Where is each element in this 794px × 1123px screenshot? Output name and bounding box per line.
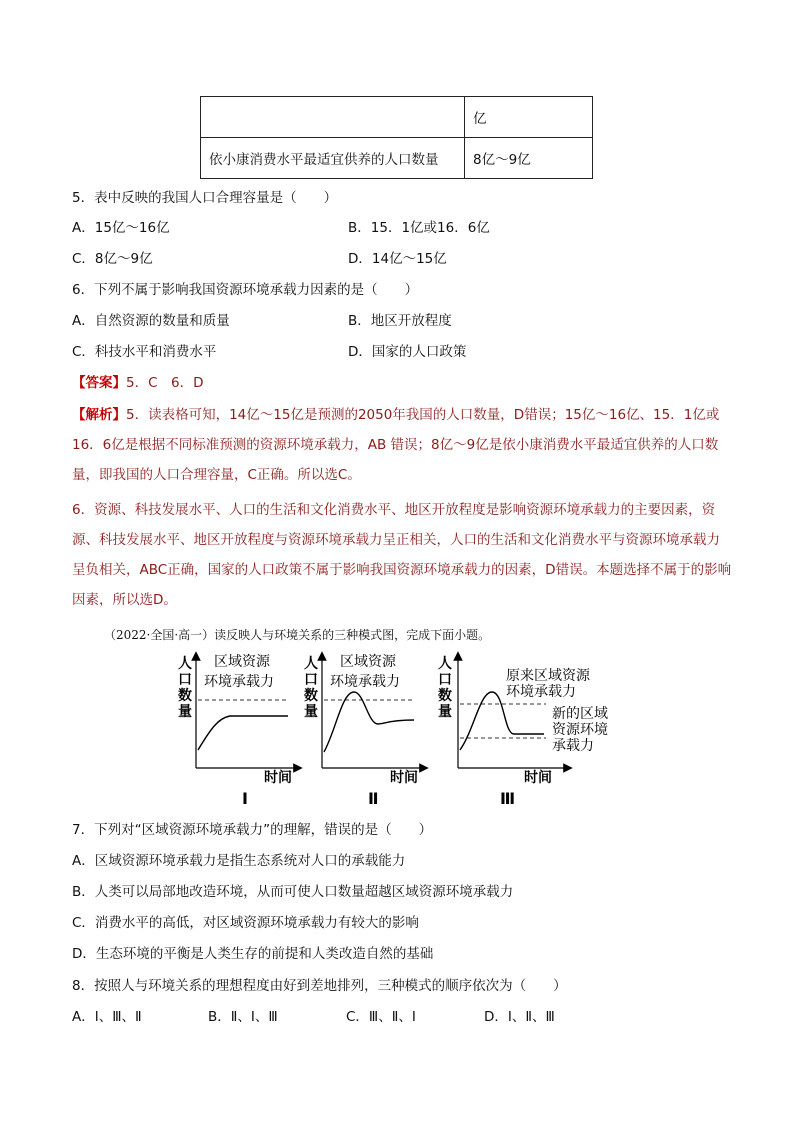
panel1-roman: Ⅰ [242,789,248,808]
table-row [201,97,593,138]
q6-option-d: D．国家的人口政策 [348,344,467,360]
panel1-ylabel: 人口数量 [178,656,192,720]
panel3-label2: 环境承载力 [506,684,576,700]
panel2-label2: 环境承载力 [330,674,400,690]
q6-option-a: A．自然资源的数量和质量 [72,313,230,329]
panel3-ylabel: 人口数量 [438,656,452,720]
q7-stem: 7．下列对“区域资源环境承载力”的理解，错误的是（ ） [72,822,433,838]
panel2-ylabel: 人口数量 [304,656,318,720]
q5-stem: 5．表中反映的我国人口合理容量是（ ） [72,190,338,206]
q6-stem: 6．下列不属于影响我国资源环境承载力因素的是（ ） [72,282,419,298]
population-environment-figure [170,650,630,810]
panel1-xlabel: 时间 [264,770,292,786]
q6-option-b: B．地区开放程度 [348,313,452,329]
analysis-q5 [72,400,732,490]
table-row [201,138,593,179]
q7-option-d: D．生态环境的平衡是人类生存的前提和人类改造自然的基础 [72,946,434,962]
answer-text: 5．C 6．D [126,375,204,391]
q8-option-a: A．Ⅰ、Ⅲ、Ⅱ [72,1009,142,1025]
q8-option-c: C．Ⅲ、Ⅱ、Ⅰ [346,1009,416,1025]
panel-2 [304,654,424,808]
figure-intro: （2022·全国·高一）读反映人与环境关系的三种模式图，完成下面小题。 [104,628,491,642]
q6-option-c: C．科技水平和消费水平 [72,344,217,360]
panel3-roman: Ⅲ [500,789,516,808]
panel3-label1: 原来区域资源 [506,668,590,684]
analysis-tag: 【解析】 [72,407,126,423]
panel2-xlabel: 时间 [390,770,418,786]
panel2-roman: Ⅱ [368,789,379,808]
panel1-label2: 环境承载力 [204,674,274,690]
q5-option-c: C．8亿～9亿 [72,251,153,267]
q7-option-b: B．人类可以局部地改造环境，从而可使人口数量超越区域资源环境承载力 [72,884,514,900]
panel3-xlabel: 时间 [524,770,552,786]
q8-option-d: D．Ⅰ、Ⅱ、Ⅲ [484,1009,555,1025]
q5-option-d: D．14亿～15亿 [348,251,447,267]
q7-option-a: A．区域资源环境承载力是指生态系统对人口的承载能力 [72,853,406,869]
q5-option-a: A．15亿～16亿 [72,220,170,236]
table-cell-value: 亿 [465,97,593,138]
answer-tag: 【答案】 [72,375,126,391]
panel2-label1: 区域资源 [340,654,396,670]
panel3-new1: 新的区域 [552,706,608,722]
analysis-q5-text: 5．读表格可知，14亿～15亿是预测的2050年我国的人口数量，D错误；15亿～16亿、15．1亿或16．6亿是根据不同标准预测的资源环境承载力，AB 错误；8亿～9亿是依小康消费水平最适宜供养的人口数量，即我国的人口合理容量，C正确。所以选C。 [72,407,720,483]
q5-option-b: B．15．1亿或16．6亿 [348,220,490,236]
table-cell-value: 8亿～9亿 [465,138,593,179]
population-table [200,96,593,179]
panel1-label1: 区域资源 [214,654,270,670]
q8-option-b: B．Ⅱ、Ⅰ、Ⅲ [208,1009,278,1025]
q7-option-c: C．消费水平的高低，对区域资源环境承载力有较大的影响 [72,915,419,931]
answer-line [72,373,204,393]
panel3-new2: 资源环境 [552,722,608,738]
panel3-new3: 承载力 [552,738,594,754]
table-cell-label: 依小康消费水平最适宜供养的人口数量 [201,138,465,179]
panel-1 [178,654,298,808]
analysis-q6: 6．资源、科技发展水平、人口的生活和文化消费水平、地区开放程度是影响资源环境承载力的主要因素，资源、科技发展水平、地区开放程度与资源环境承载力呈正相关，人口的生活和文化消费水平与资源环境承载力呈负相关，ABC正确，国家的人口政策不属于影响我国资源环境承载力的因素，D错误。本题选择不属于的影响因素，所以选D。 [72,502,732,608]
q8-stem: 8．按照人与环境关系的理想程度由好到差地排列，三种模式的顺序依次为（ ） [72,978,567,994]
panel-3 [438,656,608,808]
table-cell-label [201,97,465,138]
